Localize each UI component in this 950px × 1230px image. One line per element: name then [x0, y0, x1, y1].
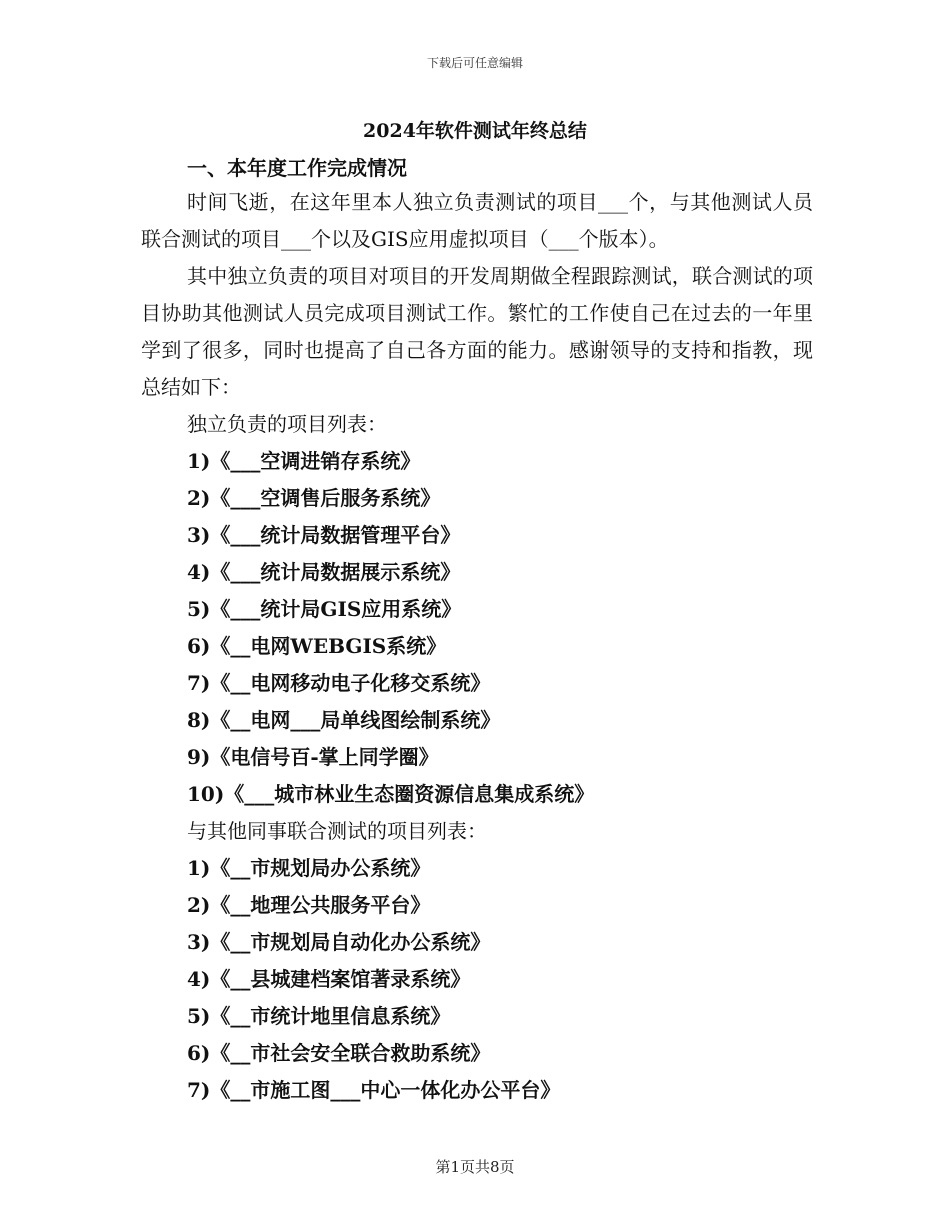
list-item: 5)《___统计局GIS应用系统》: [187, 597, 462, 621]
document-body: [141, 184, 813, 1109]
list-item: 2)《__地理公共服务平台》: [187, 893, 431, 917]
list-item: 8)《__电网___局单线图绘制系统》: [187, 708, 501, 732]
joint-list-heading: 与其他同事联合测试的项目列表：: [187, 819, 487, 843]
list-item: 6)《__电网WEBGIS系统》: [187, 634, 447, 658]
document-title: 2024年软件测试年终总结: [363, 120, 587, 142]
joint-project-list: [141, 813, 813, 1109]
list-item: 4)《__县城建档案馆著录系统》: [187, 967, 471, 991]
list-item: 4)《___统计局数据展示系统》: [187, 560, 461, 584]
list-item: 2)《___空调售后服务系统》: [187, 486, 441, 510]
intro-paragraph: 时间飞逝，在这年里本人独立负责测试的项目___个，与其他测试人员联合测试的项目___个以及GIS应用虚拟项目（___个版本）。: [141, 190, 813, 251]
list-item: 7)《__电网移动电子化移交系统》: [187, 671, 491, 695]
summary-paragraph: 其中独立负责的项目对项目的开发周期做全程跟踪测试，联合测试的项目协助其他测试人员完成项目测试工作。繁忙的工作使自己在过去的一年里学到了很多，同时也提高了自己各方面的能力。感谢领导的支持和指教，现总结如下：: [141, 264, 813, 399]
list-item: 1)《__市规划局办公系统》: [187, 856, 431, 880]
page-header-note: 下载后可任意编辑: [426, 56, 523, 70]
list-item: 5)《__市统计地里信息系统》: [187, 1004, 451, 1028]
list-item: 1)《___空调进销存系统》: [187, 449, 421, 473]
list-item: 3)《___统计局数据管理平台》: [187, 523, 461, 547]
independent-project-list: [141, 406, 813, 813]
list-item: 6)《__市社会安全联合救助系统》: [187, 1041, 491, 1065]
list-item: 10)《___城市林业生态圈资源信息集成系统》: [187, 782, 595, 806]
list-item: 3)《__市规划局自动化办公系统》: [187, 930, 491, 954]
list-item: 7)《__市施工图___中心一体化办公平台》: [187, 1078, 561, 1102]
page-number-footer: 第1页共8页: [435, 1158, 515, 1176]
list-item: 9)《电信号百-掌上同学圈》: [187, 745, 439, 769]
independent-list-heading: 独立负责的项目列表：: [187, 412, 387, 436]
section-heading: 一、本年度工作完成情况: [187, 156, 407, 180]
